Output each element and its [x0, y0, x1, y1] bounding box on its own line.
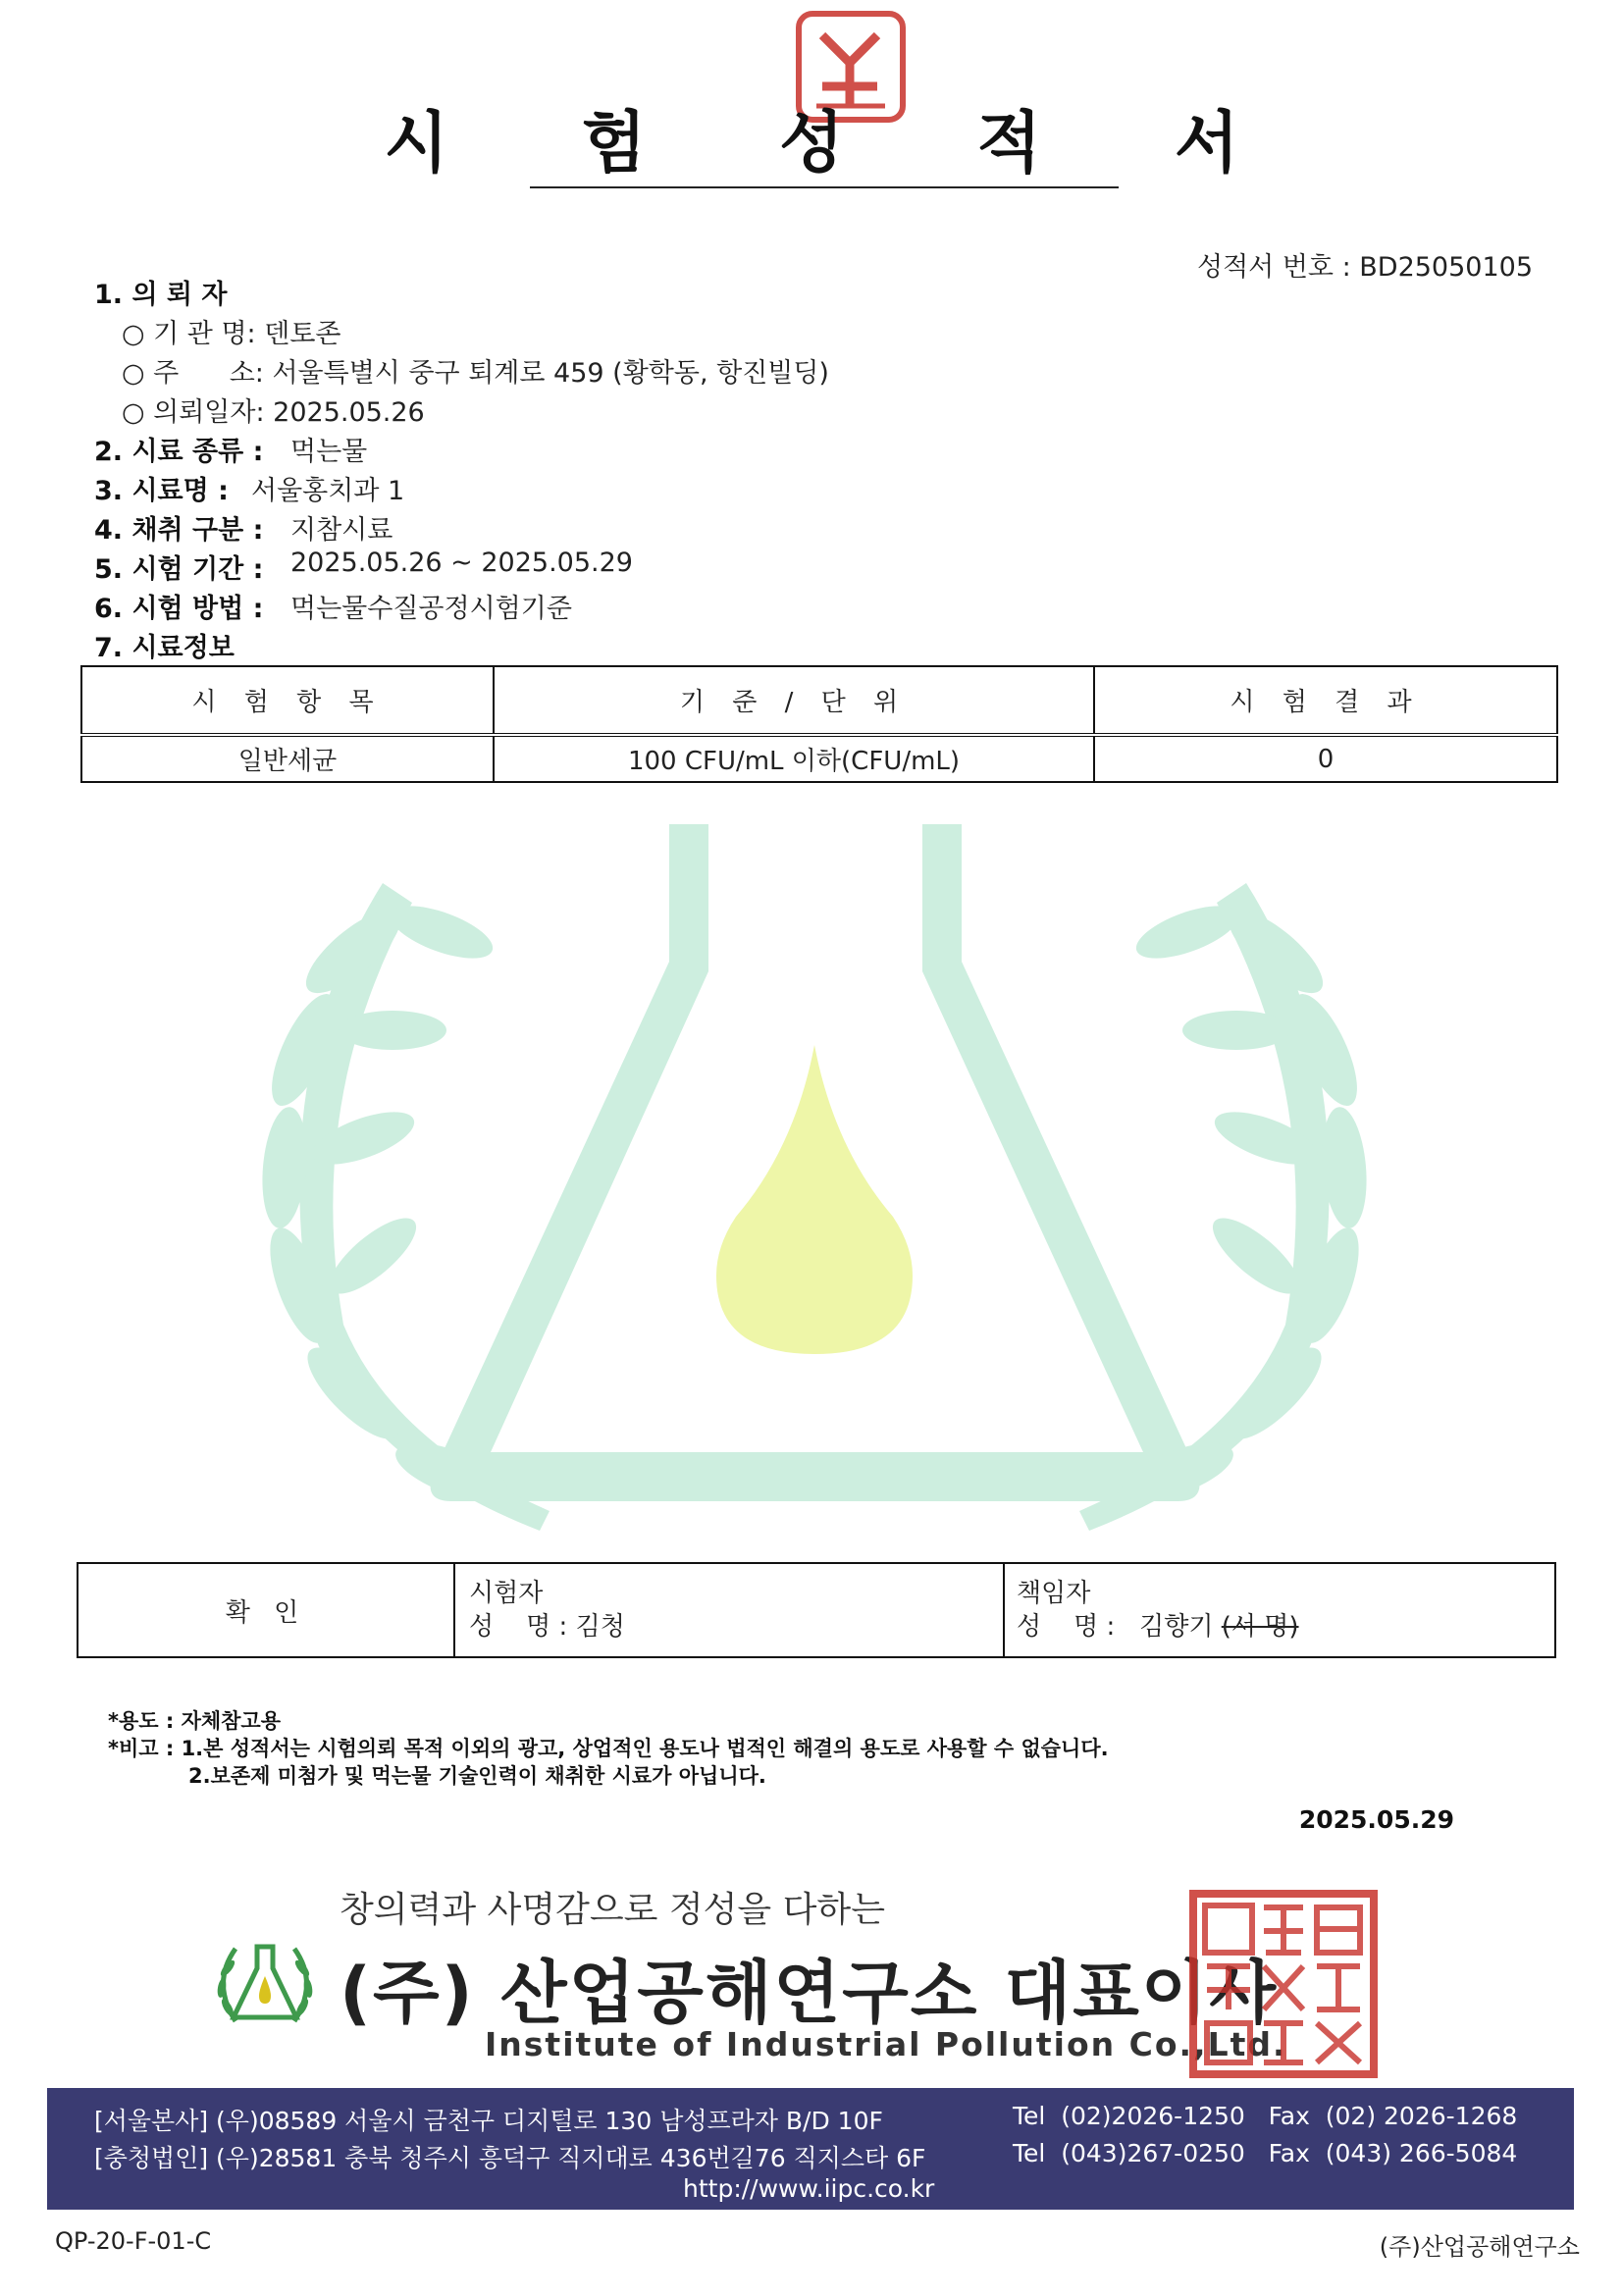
- tester-title: 시험자: [469, 1579, 544, 1608]
- footer-chungbuk-phone: Tel (043)267-0250 Fax (043) 266-5084: [1013, 2139, 1518, 2167]
- form-code: QP-20-F-01-C: [55, 2227, 212, 2255]
- sample-type-label: 2. 시료 종류 :: [94, 437, 264, 467]
- test-period-label: 5. 시험 기간 :: [94, 554, 264, 585]
- watermark-flask-logo: [226, 824, 1403, 1550]
- sample-name-value: 서울홍치과 1: [251, 476, 405, 506]
- header-test-result: 시 험 결 과: [1094, 666, 1557, 735]
- footer-contact-band: [47, 2088, 1574, 2210]
- footer-seoul-address: [서울본사] (우)08589 서울시 금천구 디지털로 130 남성프라자 B/D 10F: [94, 2107, 883, 2135]
- footer-seoul-phone: Tel (02)2026-1250 Fax (02) 2026-1268: [1013, 2102, 1518, 2130]
- company-name-korean: (주) 산업공해연구소 대표이사: [340, 1953, 1279, 2033]
- manager-signature: (서 명): [1221, 1612, 1299, 1642]
- company-slogan: 창의력과 사명감으로 정성을 다하는: [340, 1890, 885, 1930]
- cell-standard-unit: 100 CFU/mL 이하(CFU/mL): [494, 735, 1094, 782]
- title-underline: [530, 186, 1119, 188]
- footer-company-name: (주)산업공해연구소: [1379, 2233, 1580, 2261]
- document-title: 시 험 성 적 서: [384, 105, 1294, 183]
- issue-date: 2025.05.29: [1298, 1805, 1454, 1834]
- footer-website-link[interactable]: http://www.iipc.co.kr: [683, 2174, 935, 2203]
- section-requester-heading: 1. 의 뢰 자: [94, 280, 228, 310]
- result-table-header-row: [81, 666, 1557, 735]
- remark-1: *비고 : 1.본 성적서는 시험의뢰 목적 이외의 광고, 상업적인 용도나 법적인 해결의 용도로 사용할 수 없습니다.: [108, 1737, 1109, 1760]
- sample-info-heading: 7. 시료정보: [94, 633, 235, 663]
- remark-2: 2.보존제 미첨가 및 먹는물 기술인력이 채취한 시료가 아닙니다.: [188, 1764, 766, 1788]
- manager-cell: [1004, 1563, 1555, 1657]
- company-logo-icon: [206, 1939, 324, 2029]
- sample-type-value: 먹는물: [290, 437, 368, 467]
- company-seal-stamp: [1187, 1888, 1380, 2080]
- test-method-value: 먹는물수질공정시험기준: [290, 594, 572, 624]
- collection-value: 지참시료: [290, 515, 393, 546]
- report-number: 성적서 번호 : BD25050105: [1197, 252, 1533, 283]
- confirm-label: 확 인: [78, 1563, 454, 1657]
- company-name-english: Institute of Industrial Pollution Co.,Ltd.: [485, 2025, 1287, 2063]
- cell-test-result: 0: [1094, 735, 1557, 782]
- requester-date: ○ 의뢰일자: 2025.05.26: [122, 397, 425, 428]
- sample-name-label: 3. 시료명 :: [94, 476, 229, 506]
- confirm-row: [78, 1563, 1555, 1657]
- requester-address: ○ 주 소: 서울특별시 중구 퇴계로 459 (황학동, 항진빌딩): [122, 358, 829, 389]
- usage-note: *용도 : 자체참고용: [108, 1709, 282, 1733]
- header-test-item: 시 험 항 목: [81, 666, 494, 735]
- tester-cell: [454, 1563, 1004, 1657]
- tester-name: 성 명 : 김청: [469, 1612, 625, 1642]
- manager-name-line: [1017, 1610, 1554, 1644]
- table-row: [81, 735, 1557, 782]
- requester-org: ○ 기 관 명: 덴토존: [122, 319, 341, 349]
- test-method-label: 6. 시험 방법 :: [94, 594, 264, 624]
- footer-chungbuk-address: [충청법인] (우)28581 충북 청주시 흥덕구 직지대로 436번길76 직지스타 6F: [94, 2144, 926, 2172]
- test-period-value: 2025.05.26 ~ 2025.05.29: [290, 548, 633, 578]
- collection-label: 4. 채취 구분 :: [94, 515, 264, 546]
- manager-title: 책임자: [1017, 1579, 1091, 1608]
- result-table: [80, 665, 1558, 783]
- cell-test-item: 일반세균: [81, 735, 494, 782]
- manager-name: 성 명 : 김향기: [1017, 1612, 1214, 1642]
- header-standard-unit: 기 준 / 단 위: [494, 666, 1094, 735]
- confirm-table: [77, 1562, 1556, 1658]
